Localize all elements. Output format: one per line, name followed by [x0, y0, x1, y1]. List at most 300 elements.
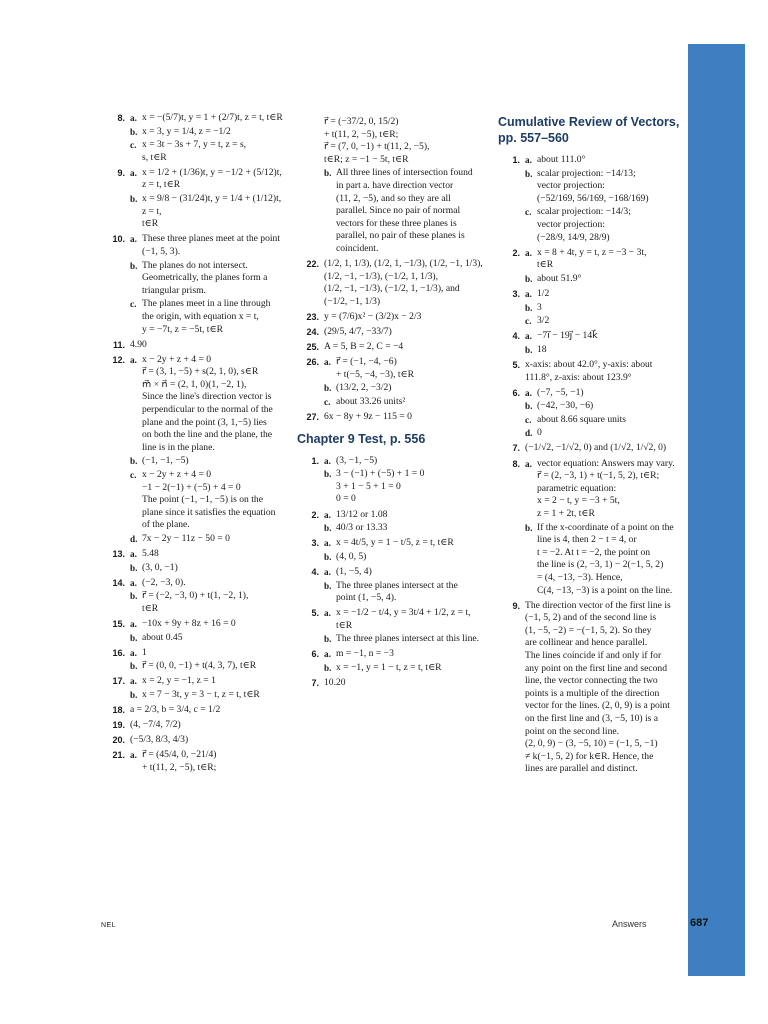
answer-line: x-axis: about 42.0°, y-axis: about [525, 358, 653, 370]
answer-line: 3 − (−1) + (−5) + 1 = 0 [336, 468, 425, 480]
answer-part [525, 344, 686, 357]
answer-part [130, 675, 285, 688]
answer-item [297, 509, 491, 536]
answer-item [297, 311, 491, 325]
answer-line: Geometrically, the planes form a [142, 272, 268, 284]
answers-column-3 [498, 114, 686, 778]
part-letter: a. [130, 234, 137, 245]
part-letter: a. [130, 750, 137, 761]
answer-line: The lines coincide if and only if for [525, 649, 662, 661]
answer-number: 3. [512, 288, 520, 299]
answer-line: −1 − 2(−1) + (−5) + 4 = 0 [142, 481, 241, 493]
part-letter: a. [130, 647, 137, 658]
answer-line: These three planes meet at the point [142, 233, 280, 245]
answer-line: (2, 0, 9) − (3, −5, 10) = (−1, 5, −1) [525, 738, 658, 750]
part-letter: b. [130, 260, 138, 271]
answer-item [297, 677, 491, 691]
answer-line: + t(−5, −4, −3), t∈R [336, 368, 415, 380]
part-letter: a. [130, 577, 137, 588]
answer-line: (4, 0, 5) [336, 550, 367, 562]
answer-part [130, 660, 285, 673]
answer-line: r⃗ = (45/4, 0, −21/4) [142, 749, 217, 761]
answer-part [324, 455, 491, 468]
answer-item [297, 537, 491, 564]
answer-number: 3. [311, 538, 319, 549]
answer-line: 5.48 [142, 548, 159, 560]
cumulative-review-heading: Cumulative Review of Vectors, pp. 557–560 [498, 115, 680, 145]
answer-line: (−42, −30, −6) [537, 400, 594, 412]
answer-number: 8. [512, 458, 520, 469]
answer-part [130, 139, 285, 164]
answer-item [297, 341, 491, 355]
answer-part [324, 580, 491, 605]
answer-line: (1/2, 1, 1/3), (1/2, 1, −1/3), (1/2, −1, 1/3), [324, 258, 483, 270]
answer-number: 27. [306, 412, 319, 423]
answer-line: r⃗ = (2, −3, 1) + t(−1, 5, 2), t∈R; [537, 470, 660, 482]
answer-item [103, 112, 285, 165]
answer-item [103, 618, 285, 645]
answer-number [297, 116, 324, 257]
part-letter: a. [130, 113, 137, 123]
answer-number: 18. [112, 705, 125, 716]
answer-line: (3, −1, −5) [336, 454, 378, 466]
answer-part [525, 442, 686, 455]
answer-part [525, 458, 686, 521]
chapter-9-test-heading: Chapter 9 Test, p. 556 [297, 431, 426, 446]
answer-line: t∈R [142, 218, 159, 230]
answer-number: 8. [117, 113, 125, 123]
answer-line: The three planes intersect at the [336, 579, 458, 591]
part-letter: a. [525, 155, 532, 165]
answer-line: plane and the point (3, 1,−5) lies [142, 416, 267, 428]
answer-line: coincident. [336, 242, 379, 254]
answer-line: r⃗ = (−37/2, 0, 15/2) [324, 116, 399, 127]
answer-line: −10x + 9y + 8z + 16 = 0 [142, 618, 236, 630]
answer-item [498, 387, 686, 441]
answer-line: vectors for these three planes is [336, 217, 457, 229]
part-letter: a. [525, 458, 532, 469]
answer-item [103, 339, 285, 353]
answer-number: 6. [311, 649, 319, 660]
answer-part [324, 509, 491, 522]
part-letter: a. [324, 649, 331, 660]
answer-line: 4.90 [130, 338, 147, 350]
answer-number: 25. [306, 342, 319, 353]
answer-line: The planes meet in a line through [142, 298, 271, 310]
part-letter: b. [130, 661, 138, 672]
answer-line: t∈R [142, 602, 159, 614]
part-letter: b. [130, 690, 138, 701]
answer-line: ≠ k(−1, 5, 2) for k∈R. Hence, the [525, 750, 654, 762]
answer-line: scalar projection: −14/3; [537, 206, 631, 218]
answer-line: (13/2, 2, −3/2) [336, 382, 392, 394]
answer-part [324, 396, 491, 409]
answer-item [297, 648, 491, 675]
answer-line: s, t∈R [142, 151, 167, 163]
answer-line: (4, −7/4, 7/2) [130, 719, 181, 731]
answer-line: about 8.66 square units [537, 413, 626, 425]
answer-line: of the plane. [142, 519, 190, 531]
answer-number: 26. [306, 357, 319, 368]
answer-item [498, 359, 686, 385]
answer-part [130, 689, 285, 702]
answer-item [103, 647, 285, 674]
answer-item [103, 734, 285, 748]
answer-part [130, 112, 285, 125]
answer-item [103, 354, 285, 547]
answer-item [498, 330, 686, 357]
answer-line: (29/5, 4/7, −33/7) [324, 326, 392, 337]
answer-part [130, 533, 285, 546]
answer-line: r⃗ = (0, 0, −1) + t(4, 3, 7), t∈R [142, 660, 257, 672]
answer-number: 23. [306, 311, 319, 322]
answer-number: 24. [306, 327, 319, 337]
answer-part [130, 590, 285, 615]
answer-line: x = 3, y = 1/4, z = −1/2 [142, 125, 231, 137]
answer-number: 2. [512, 247, 520, 258]
answer-number: 22. [306, 259, 319, 270]
answer-line: All three lines of intersection found [336, 167, 473, 179]
answer-line: + t(11, 2, −5), t∈R; [142, 762, 217, 773]
answer-line: (−1/2, −1, 1/3) [324, 295, 381, 307]
answer-part [130, 339, 285, 352]
answer-line: t∈R [336, 619, 353, 631]
answer-part [324, 356, 491, 381]
answer-line: 10.20 [324, 677, 346, 689]
answer-part [525, 168, 686, 206]
answer-number: 17. [112, 676, 125, 687]
answer-item [297, 356, 491, 409]
answer-part [525, 387, 686, 400]
answer-line: The point (−1, −1, −5) is on the [142, 494, 263, 506]
answer-line: a = 2/3, b = 3/4, c = 1/2 [130, 704, 221, 716]
answer-part [130, 469, 285, 532]
answers-column-1 [103, 112, 285, 777]
answer-item [297, 411, 491, 425]
part-letter: c. [130, 140, 137, 151]
answer-part [130, 704, 285, 717]
answer-number: 4. [512, 331, 520, 342]
answer-part [324, 648, 491, 661]
answer-line: 3/2 [537, 315, 550, 327]
answer-line: any point on the first line and second [525, 662, 668, 674]
answer-line: 0 = 0 [336, 493, 356, 505]
answer-item [103, 548, 285, 575]
answer-number: 11. [112, 339, 125, 350]
answer-line: The direction vector of the first line is [525, 599, 671, 611]
answer-line: −7i⃗ − 19j⃗ − 14k⃗ [537, 330, 598, 342]
answer-item [297, 258, 491, 309]
answer-number: 16. [112, 647, 125, 658]
answer-line: in part a. have direction vector [336, 179, 454, 191]
answer-line: vector projection: [537, 180, 605, 192]
answer-line: r⃗ = (−2, −3, 0) + t(1, −2, 1), [142, 590, 249, 602]
answer-number: 14. [112, 577, 125, 588]
answer-line: 6x − 8y + 9z − 115 = 0 [324, 411, 412, 423]
answer-line: C(4, −13, −3) is a point on the line. [537, 584, 673, 596]
answer-line: are collinear and hence parallel. [525, 637, 648, 649]
answer-item [297, 607, 491, 647]
answer-line: The three planes intersect at this line. [336, 633, 480, 645]
part-letter: c. [130, 470, 137, 481]
answer-part [130, 126, 285, 139]
part-letter: a. [324, 608, 331, 619]
part-letter: a. [130, 676, 137, 687]
answer-part [130, 260, 285, 298]
answer-line: scalar projection: −14/13; [537, 167, 636, 179]
answer-number: 1. [512, 155, 520, 165]
answer-number: 9. [117, 167, 125, 178]
answer-line: (1/2, −1, −1/3), (−1/2, 1, −1/3), and [324, 283, 460, 295]
answer-line: (−7, −5, −1) [537, 386, 584, 398]
answer-part [525, 302, 686, 315]
footer-section-label: Answers [612, 919, 647, 929]
answer-line: 3 + 1 − 5 + 1 = 0 [336, 480, 401, 492]
answer-number: 13. [112, 549, 125, 560]
part-letter: b. [324, 580, 332, 591]
answer-line: r⃗ = (7, 0, −1) + t(11, 2, −5), [324, 141, 430, 153]
answer-item [103, 233, 285, 337]
answer-number: 5. [311, 608, 319, 619]
answer-line: points is a multiple of the direction [525, 687, 660, 699]
part-letter: b. [525, 401, 533, 412]
answer-line: (11, 2, −5), and so they are all [336, 192, 451, 204]
answer-part [324, 677, 491, 690]
answer-part [130, 455, 285, 468]
answer-line: x = 2 − t, y = −3 + 5t, [537, 495, 620, 507]
answer-line: (−28/9, 14/9, 28/9) [537, 231, 610, 243]
answer-part [525, 414, 686, 427]
answer-part [324, 382, 491, 395]
answer-part [324, 341, 491, 354]
part-letter: a. [130, 549, 137, 560]
answer-line: + t(11, 2, −5), t∈R; [324, 128, 399, 140]
answer-line: (1/2, −1, −1/3), (−1/2, 1, 1/3), [324, 270, 439, 282]
part-letter: b. [324, 168, 332, 179]
part-letter: c. [130, 299, 137, 310]
answer-part [525, 400, 686, 413]
answer-line: point (1, −5, 4). [336, 592, 397, 604]
part-letter: b. [130, 194, 138, 205]
part-letter: b. [130, 562, 138, 573]
answer-line: z = 1 + 2t, t∈R [537, 507, 595, 519]
answer-line: perpendicular to the normal of the [142, 404, 273, 416]
answer-number: 12. [112, 354, 125, 365]
part-letter: b. [525, 168, 533, 179]
part-letter: a. [324, 455, 331, 466]
answer-item [498, 247, 686, 287]
answer-number: 6. [512, 387, 520, 398]
answer-line: m = −1, n = −3 [336, 648, 394, 660]
answer-line: x = 7 − 3t, y = 3 − t, z = t, t∈R [142, 689, 260, 701]
answer-number: 5. [512, 359, 520, 370]
answer-line: (−1, 5, 2) and of the second line is [525, 612, 657, 624]
answer-number: 1. [311, 455, 319, 466]
part-letter: c. [525, 207, 532, 218]
answer-line: z = t, t∈R [142, 179, 181, 191]
part-letter: d. [130, 534, 138, 544]
answer-item [103, 749, 285, 775]
answer-line: the line is (2, −3, 1) − 2(−1, 5, 2) [537, 559, 664, 571]
answer-part [525, 315, 686, 328]
part-letter: b. [130, 591, 138, 602]
answer-item [498, 458, 686, 599]
part-letter: b. [324, 551, 332, 562]
answer-part [525, 247, 686, 272]
answer-part [324, 468, 491, 506]
answer-item [103, 675, 285, 702]
answer-part [130, 577, 285, 590]
answer-number: 15. [112, 619, 125, 630]
answer-line: x = 9/8 − (31/24)t, y = 1/4 + (1/12)t, z = t, [142, 193, 282, 217]
part-letter: a. [525, 247, 532, 258]
answer-part [130, 548, 285, 561]
answer-number: 20. [112, 735, 125, 746]
answer-line: 0 [537, 427, 542, 439]
answer-part [324, 537, 491, 550]
part-letter: a. [324, 357, 331, 368]
answer-number: 7. [512, 443, 520, 454]
answer-part [130, 734, 285, 747]
answer-part [324, 167, 491, 255]
answer-line: on the first line and (3, −5, 10) is a [525, 712, 659, 724]
answer-item [103, 577, 285, 617]
answer-line: x = −1, y = 1 − t, z = t, t∈R [336, 662, 442, 674]
answers-column-2 [297, 116, 491, 692]
answer-line: x = 8 + 4t, y = t, z = −3 − 3t, [537, 246, 647, 258]
answer-line: 13/12 or 1.08 [336, 508, 388, 520]
answer-line: about 0.45 [142, 631, 183, 643]
answer-line: (−1, 5, 3). [142, 245, 181, 257]
footer-publisher: NEL [101, 922, 117, 929]
answer-line: Since the line's direction vector is [142, 391, 272, 403]
part-letter: a. [324, 509, 331, 520]
answer-line: If the x-coordinate of a point on the [537, 521, 674, 533]
part-letter: b. [130, 632, 138, 643]
answer-line: (−1/√2, −1/√2, 0) and (1/√2, 1/√2, 0) [525, 442, 667, 454]
answer-line: t = −2. At t = −2, the point on [537, 546, 651, 558]
answer-item [297, 116, 491, 257]
answer-line: vector projection: [537, 218, 605, 230]
answer-line: (−5/3, 8/3, 4/3) [130, 734, 189, 746]
answer-line: the origin, with equation x = t, [142, 310, 259, 322]
answer-number: 4. [311, 566, 319, 577]
answer-part [324, 116, 491, 166]
part-letter: c. [525, 414, 532, 425]
part-letter: b. [525, 302, 533, 313]
answer-line: = (4, −13, −3). Hence, [537, 571, 623, 583]
answer-item [297, 326, 491, 340]
answer-item [103, 719, 285, 733]
answer-part [525, 206, 686, 244]
answer-part [324, 566, 491, 579]
answer-part [525, 359, 686, 384]
part-letter: a. [130, 619, 137, 630]
answer-line: t∈R; z = −1 − 5t, t∈R [324, 153, 409, 165]
answer-line: about 51.9° [537, 272, 582, 284]
answer-line: line, the vector connecting the two [525, 675, 658, 687]
answer-line: y = −7t, z = −5t, t∈R [142, 323, 223, 335]
answer-number: 19. [112, 720, 125, 731]
answer-line: (1, −5, 4) [336, 565, 372, 577]
answer-item [498, 154, 686, 245]
part-letter: c. [324, 396, 331, 407]
answer-line: about 111.0° [537, 154, 586, 165]
part-letter: b. [130, 126, 138, 137]
answer-part [324, 326, 491, 339]
part-letter: a. [525, 288, 532, 299]
answer-number: 10. [112, 234, 125, 245]
answer-item [297, 566, 491, 606]
answer-part [130, 618, 285, 631]
answer-line: r⃗ = (3, 1, −5) + s(2, 1, 0), s∈R [142, 366, 259, 378]
answer-line: triangular prism. [142, 284, 206, 296]
answer-line: x = −(5/7)t, y = 1 + (2/7)t, z = t, t∈R [142, 112, 283, 123]
answer-line: m⃗ × n⃗ = (2, 1, 0)(1, −2, 1), [142, 378, 247, 390]
answer-line: parametric equation: [537, 482, 617, 494]
answer-line: r⃗ = (−1, −4, −6) [336, 356, 397, 368]
answer-part [525, 427, 686, 440]
answer-item [498, 600, 686, 777]
answer-part [130, 193, 285, 231]
answer-line: The planes do not intersect. [142, 259, 248, 271]
answer-line: x − 2y + z + 4 = 0 [142, 353, 212, 365]
part-letter: d. [525, 428, 533, 439]
answer-part [130, 647, 285, 660]
answer-part [324, 311, 491, 324]
part-letter: b. [324, 383, 332, 394]
answer-line: x = 1/2 + (1/36)t, y = −1/2 + (5/12)t, [142, 166, 282, 178]
answer-line: vector for the lines. (2, 0, 9) is a point [525, 700, 670, 712]
answer-number: 2. [311, 509, 319, 520]
answer-part [324, 633, 491, 646]
part-letter: b. [525, 273, 533, 284]
answer-line: (−2, −3, 0). [142, 576, 186, 588]
answer-line: plane since it satisfies the equation [142, 506, 276, 518]
answer-part [324, 607, 491, 632]
answer-number: 9. [512, 600, 520, 611]
part-letter: c. [525, 316, 532, 327]
answer-part [525, 273, 686, 286]
answer-part [525, 288, 686, 301]
part-letter: b. [324, 523, 332, 534]
answer-line: (3, 0, −1) [142, 561, 178, 573]
answer-line: 40/3 or 13.33 [336, 522, 388, 534]
answer-line: 3 [537, 301, 542, 313]
answer-part [324, 551, 491, 564]
answer-line: A = 5, B = 2, C = −4 [324, 341, 404, 353]
answer-line: x = 3t − 3s + 7, y = t, z = s, [142, 139, 247, 151]
answer-line: 111.8°, z-axis: about 123.9° [525, 371, 632, 383]
answer-line: lines are parallel and distinct. [525, 763, 638, 775]
answer-part [130, 233, 285, 258]
answer-part [130, 298, 285, 336]
accent-bar [688, 44, 745, 976]
answer-line: 18 [537, 343, 547, 355]
answer-number: 7. [311, 678, 319, 689]
answer-line: x = 2, y = −1, z = 1 [142, 675, 216, 687]
part-letter: a. [324, 566, 331, 577]
answer-part [130, 354, 285, 455]
part-letter: b. [324, 663, 332, 674]
part-letter: b. [324, 634, 332, 645]
answer-line: about 33.26 units² [336, 395, 406, 407]
part-letter: a. [130, 167, 137, 178]
answer-number: 21. [112, 750, 125, 761]
answer-line: (1, −5, −2) = −(−1, 5, 2). So they [525, 624, 652, 636]
answer-part [324, 522, 491, 535]
answer-part [130, 632, 285, 645]
